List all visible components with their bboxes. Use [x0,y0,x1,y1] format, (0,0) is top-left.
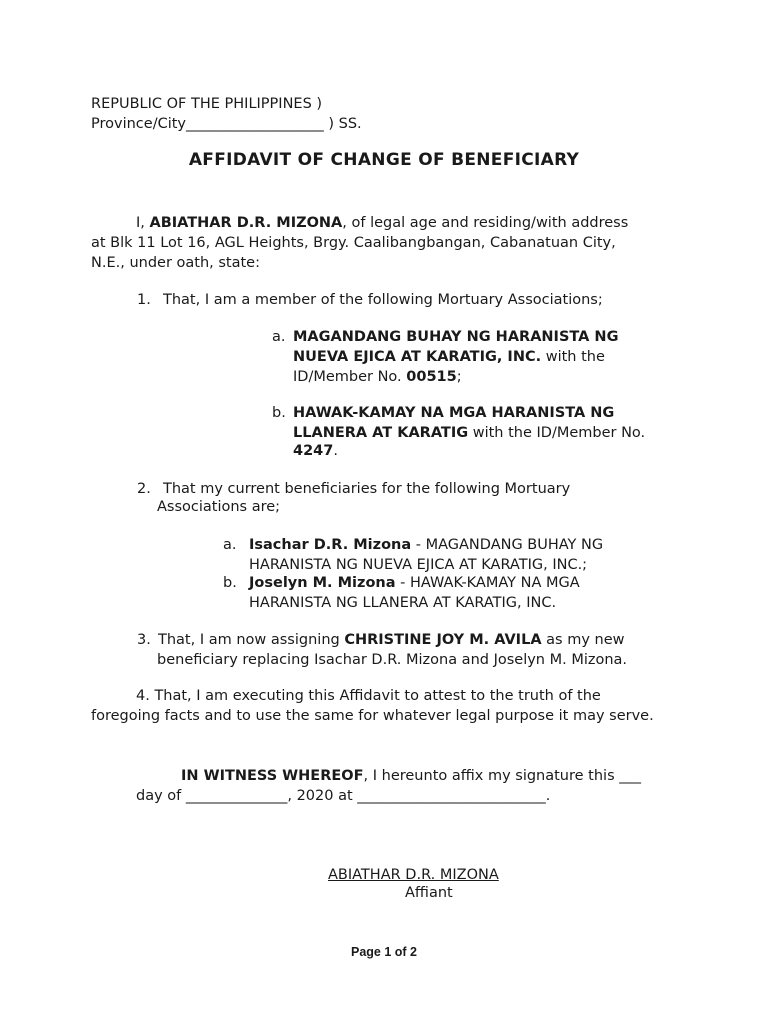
item-3-marker: 3. [137,632,151,648]
header-province-text: Province/City___________________ ) SS. [91,116,362,132]
intro-line-2: at Blk 11 Lot 16, AGL Heights, Brgy. Caalibangbangan, Cabanatuan City, [91,235,616,251]
item-2a-marker: a. [223,537,237,553]
item-1-marker: 1. [137,292,151,308]
item-2b-line1 [249,573,580,593]
beneficiary-b-name: Joselyn M. Mizona [249,575,396,591]
item-2b-line2: HARANISTA NG LLANERA AT KARATIG, INC. [249,595,557,611]
item-1b-marker: b. [272,405,286,421]
item-1a-with: with the [541,349,605,365]
item-1b-end: . [333,443,338,459]
witness-text: , I hereunto affix my signature this ___ [363,768,641,784]
item-2b-rest: - HAWAK-KAMAY NA MGA [395,575,580,591]
intro-pre: I, [136,215,150,231]
item-2a-line2: HARANISTA NG NUEVA EJICA AT KARATIG, INC.; [249,557,588,573]
item-1a-org-line1: MAGANDANG BUHAY NG HARANISTA NG [293,329,619,345]
intro-line-3: N.E., under oath, state: [91,255,260,271]
witness-line2: day of ______________, 2020 at __________________________. [136,788,551,804]
item-4-line2: foregoing facts and to use the same for whatever legal purpose it may serve. [91,708,654,724]
item-1b-line3 [293,441,338,461]
item-2a-rest: - MAGANDANG BUHAY NG [411,537,604,553]
witness-heading: IN WITNESS WHEREOF [181,768,364,784]
document-title: AFFIDAVIT OF CHANGE OF BENEFICIARY [188,150,580,170]
intro-line-1 [136,213,628,233]
item-2-line1: That my current beneficiaries for the following Mortuary [163,481,571,497]
item-1a-marker: a. [272,329,286,345]
item-3-line1 [158,630,625,650]
item-2-marker: 2. [137,481,151,497]
item-1a-member-id: 00515 [406,369,457,385]
item-1a-end: ; [456,369,462,385]
item-1a-line2 [293,347,605,367]
item-1-text: That, I am a member of the following Mortuary Associations; [163,292,603,308]
item-1a-line3 [293,367,462,387]
header-republic: REPUBLIC OF THE PHILIPPINES ) [91,96,323,112]
header-province [91,114,362,134]
item-3-line2: beneficiary replacing Isachar D.R. Mizona and Joselyn M. Mizona. [157,652,628,668]
signature-name: ABIATHAR D.R. MIZONA [328,867,499,883]
item-1b-line2 [293,423,645,443]
item-1a-org-line2: NUEVA EJICA AT KARATIG, INC. [293,349,542,365]
beneficiary-a-name: Isachar D.R. Mizona [249,537,412,553]
new-beneficiary-name: CHRISTINE JOY M. AVILA [344,632,542,648]
item-1a-id-label: ID/Member No. [293,369,407,385]
item-2a-line1 [249,535,603,555]
item-2-line2: Associations are; [157,499,281,515]
affiant-name-inline: ABIATHAR D.R. MIZONA [149,215,343,231]
page-label: Page [350,945,385,959]
item-4-line1: 4. That, I am executing this Affidavit to attest to the truth of the [136,688,601,704]
page-footer [0,942,768,962]
page-of: of [391,945,411,959]
item-2b-marker: b. [223,575,237,591]
item-3-post: as my new [541,632,625,648]
item-1b-member-id: 4247 [293,443,334,459]
intro-rest: , of legal age and residing/with address [342,215,629,231]
item-1b-with: with the ID/Member No. [468,425,646,441]
witness-line1 [181,766,641,786]
signature-role: Affiant [405,885,453,901]
item-1b-org-line2: LLANERA AT KARATIG [293,425,469,441]
page-total: 2 [410,945,417,959]
page-number: 1 [384,945,392,959]
item-1b-org-line1: HAWAK-KAMAY NA MGA HARANISTA NG [293,405,615,421]
item-3-pre: That, I am now assigning [158,632,345,648]
